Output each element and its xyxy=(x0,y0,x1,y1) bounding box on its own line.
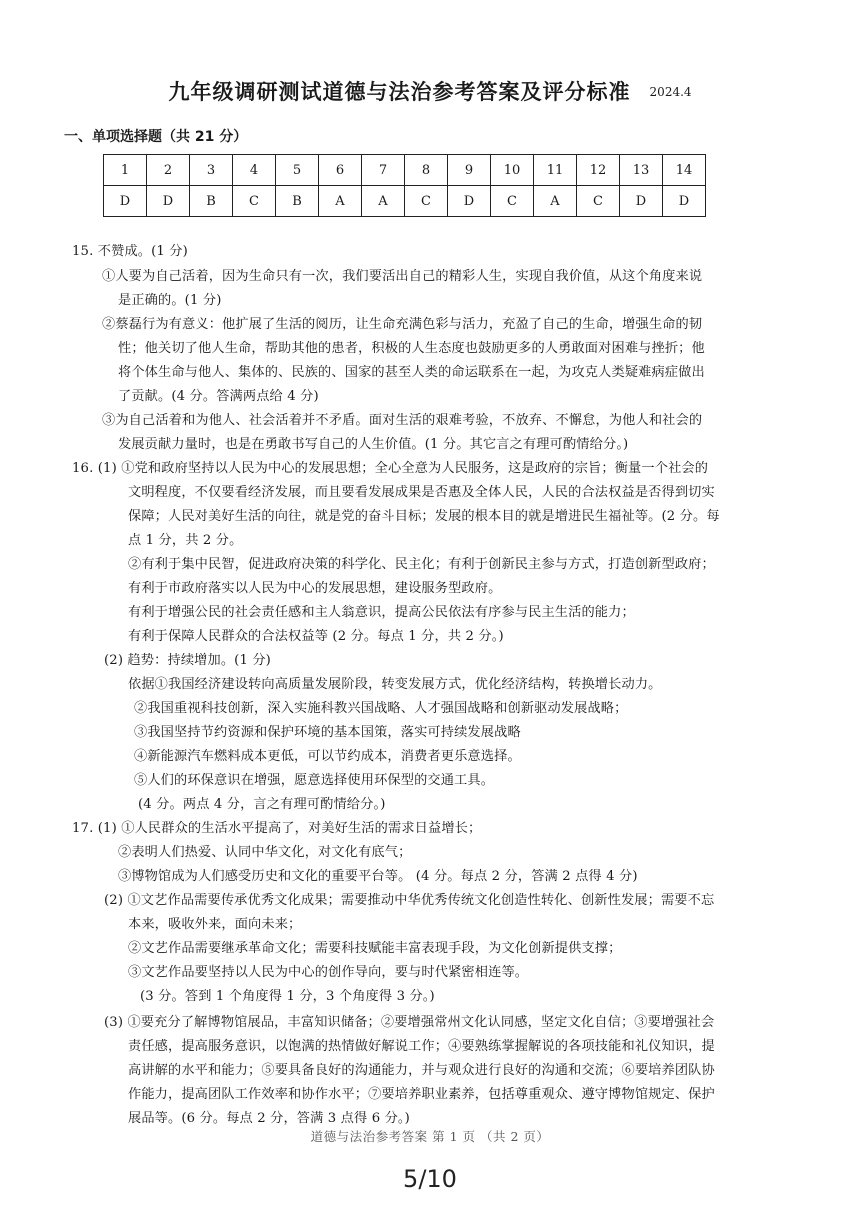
text-line: ③我国坚持节约资源和保护环境的基本国策，落实可持续发展战略 xyxy=(134,725,521,740)
text-line: 展品等。(6 分。每点 2 分，答满 3 点得 6 分。) xyxy=(128,1111,410,1126)
text-line: ②表明人们热爱、认同中华文化，对文化有底气； xyxy=(118,845,412,860)
text-line: 有利于市政府落实以人民为中心的发展思想，建设服务型政府。 xyxy=(128,581,502,596)
text-line: ②文艺作品需要继承革命文化；需要科技赋能丰富表现手段，为文化创新提供支撑； xyxy=(128,941,622,956)
text-line: 是正确的。(1 分) xyxy=(118,293,222,308)
answer-letter: A xyxy=(362,186,405,217)
text-line: ③博物馆成为人们感受历史和文化的重要平台等。 (4 分。每点 2 分，答满 2 点得 4 分) xyxy=(118,869,638,884)
document-title-row xyxy=(0,76,860,106)
text-line: ①人要为自己活着，因为生命只有一次，我们要活出自己的精彩人生，实现自我价值，从这个角度来说 xyxy=(102,269,703,284)
question-number: 9 xyxy=(448,155,491,186)
text-line: 保障；人民对美好生活的向往，就是党的奋斗目标；发展的根本目的就是增进民生福祉等。(2 分。每 xyxy=(128,509,720,524)
text-line: ④新能源汽车燃料成本更低，可以节约成本，消费者更乐意选择。 xyxy=(134,749,521,764)
document-title: 九年级调研测试道德与法治参考答案及评分标准 xyxy=(168,80,631,104)
text-line: 本来，吸收外来，面向未来； xyxy=(128,917,302,932)
answer-letter: D xyxy=(448,186,491,217)
text-line: (3 分。答到 1 个角度得 1 分，3 个角度得 3 分。) xyxy=(140,989,435,1004)
question-number: 2 xyxy=(147,155,190,186)
q16-heading: 16. (1) ①党和政府坚持以人民为中心的发展思想；全心全意为人民服务，这是政府的宗旨；衡量一个社会的 xyxy=(72,461,709,476)
answer-letter: C xyxy=(405,186,448,217)
q17-part2-heading: (2) ①文艺作品需要传承优秀文化成果；需要推动中华优秀传统文化创造性转化、创新性发展；需要不忘 xyxy=(104,893,715,908)
question-number: 4 xyxy=(233,155,276,186)
answer-table-row-numbers xyxy=(104,155,706,186)
text-line: ②有利于集中民智，促进政府决策的科学化、民主化；有利于创新民主参与方式，打造创新型政府； xyxy=(128,557,715,572)
text-line: 文明程度，不仅要看经济发展，而且要看发展成果是否惠及全体人民，人民的合法权益是否得到切实 xyxy=(128,485,715,500)
text-line: 高讲解的水平和能力；⑤要具备良好的沟通能力，并与观众进行良好的沟通和交流；⑥要培养团队协 xyxy=(128,1063,715,1078)
question-number: 14 xyxy=(663,155,706,186)
question-number: 12 xyxy=(577,155,620,186)
text-line: 性；他关切了他人生命，帮助其他的患者，积极的人生态度也鼓励更多的人勇敢面对困难与挫折；他 xyxy=(118,341,705,356)
answer-letter: C xyxy=(233,186,276,217)
answer-letter: C xyxy=(491,186,534,217)
question-number: 6 xyxy=(319,155,362,186)
answer-letter: A xyxy=(534,186,577,217)
question-number: 1 xyxy=(104,155,147,186)
text-line: 作能力，提高团队工作效率和协作水平；⑦要培养职业素养，包括尊重观众、遵守博物馆规定、保护 xyxy=(128,1087,715,1102)
text-line: 依据①我国经济建设转向高质量发展阶段，转变发展方式，优化经济结构，转换增长动力。 xyxy=(128,677,662,692)
section-heading-multiple-choice: 一、单项选择题（共 21 分） xyxy=(64,129,248,145)
question-number: 10 xyxy=(491,155,534,186)
text-line: 有利于保障人民群众的合法权益等 (2 分。每点 1 分，共 2 分。) xyxy=(128,629,504,644)
text-line: (4 分。两点 4 分，言之有理可酌情给分。) xyxy=(138,797,386,812)
q17-heading: 17. (1) ①人民群众的生活水平提高了，对美好生活的需求日益增长； xyxy=(72,821,482,836)
answer-letter: B xyxy=(190,186,233,217)
answer-table-row-answers xyxy=(104,186,706,217)
question-number: 13 xyxy=(620,155,663,186)
question-number: 7 xyxy=(362,155,405,186)
text-line: ②我国重视科技创新，深入实施科教兴国战略、人才强国战略和创新驱动发展战略； xyxy=(134,701,628,716)
answer-letter: D xyxy=(620,186,663,217)
question-number: 11 xyxy=(534,155,577,186)
question-number: 3 xyxy=(190,155,233,186)
document-date: 2024.4 xyxy=(649,85,692,99)
question-number: 5 xyxy=(276,155,319,186)
answer-letter: B xyxy=(276,186,319,217)
answer-letter: D xyxy=(663,186,706,217)
text-line: 点 1 分，共 2 分。 xyxy=(128,533,243,548)
answer-letter: C xyxy=(577,186,620,217)
text-line: 了贡献。(4 分。答满两点给 4 分) xyxy=(118,389,319,404)
answer-letter: D xyxy=(147,186,190,217)
text-line: 有利于增强公民的社会责任感和主人翁意识，提高公民依法有序参与民主生活的能力； xyxy=(128,605,635,620)
answer-letter: D xyxy=(104,186,147,217)
q17-part3-heading: (3) ①要充分了解博物馆展品，丰富知识储备；②要增强常州文化认同感，坚定文化自信；③要增强社会 xyxy=(104,1015,715,1030)
text-line: 将个体生命与他人、集体的、民族的、国家的甚至人类的命运联系在一起，为攻克人类疑难病症做出 xyxy=(118,365,705,380)
q16-part2-heading: (2) 趋势：持续增加。(1 分) xyxy=(104,653,271,668)
text-line: ②蔡磊行为有意义：他扩展了生活的阅历，让生命充满色彩与活力，充盈了自己的生命，增强生命的韧 xyxy=(102,317,703,332)
page-footer: 道德与法治参考答案 第 1 页 （共 2 页） xyxy=(310,1129,550,1144)
answer-letter: A xyxy=(319,186,362,217)
text-line: 责任感，提高服务意识，以饱满的热情做好解说工作；④要熟练掌握解说的各项技能和礼仪知识，提 xyxy=(128,1039,715,1054)
text-line: 发展贡献力量时，也是在勇敢书写自己的人生价值。(1 分。其它言之有理可酌情给分。) xyxy=(118,437,629,452)
text-line: ⑤人们的环保意识在增强，愿意选择使用环保型的交通工具。 xyxy=(134,773,495,788)
text-line: ③文艺作品要坚持以人民为中心的创作导向，要与时代紧密相连等。 xyxy=(128,965,529,980)
answer-table xyxy=(103,154,706,217)
question-number: 8 xyxy=(405,155,448,186)
q15-heading: 15. 不赞成。(1 分) xyxy=(72,244,188,259)
text-line: ③为自己活着和为他人、社会活着并不矛盾。面对生活的艰难考验，不放弃、不懈怠，为他人和社会的 xyxy=(102,413,703,428)
page-indicator: 5/10 xyxy=(403,1165,457,1193)
